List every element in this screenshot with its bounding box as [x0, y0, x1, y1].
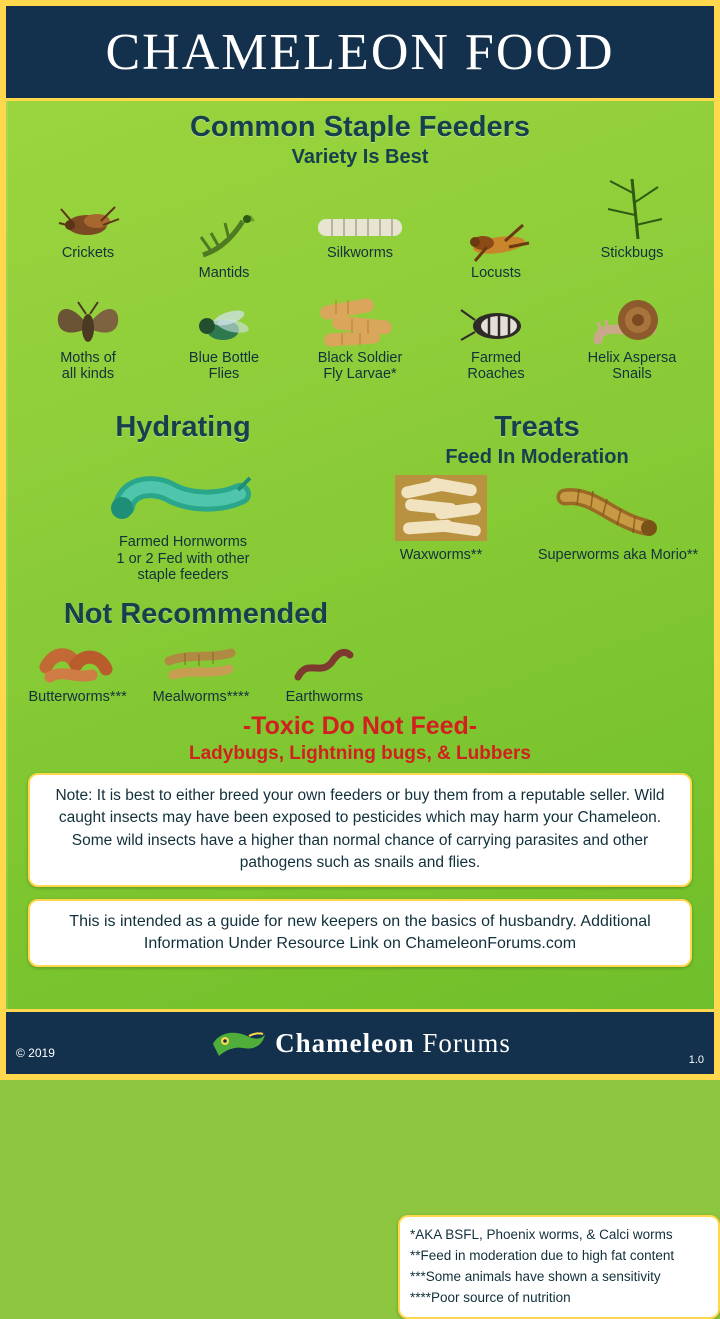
staple-row-2: [6, 296, 714, 383]
earthworm-icon: [282, 639, 366, 689]
snail-icon: [592, 296, 672, 350]
toxic-title: -Toxic Do Not Feed-: [242, 711, 478, 740]
footer-brand-light: Forums: [414, 1027, 511, 1058]
feeder-label: Silkworms: [326, 245, 394, 261]
guide-box: This is intended as a guide for new keepers on the basics of husbandry. Additional Information Under Resource Link on ChameleonForums.com: [28, 899, 692, 968]
feeder-label: Blue Bottle Flies: [188, 349, 260, 383]
feeder-label: Helix Aspersa Snails: [587, 349, 677, 383]
bsfl-icon: [312, 296, 408, 350]
feeder-item-blue-bottle-flies: [157, 304, 292, 383]
poster-footer: [6, 1009, 714, 1074]
treat-item-waxworms: [366, 475, 516, 564]
legend-line: *AKA BSFL, Phoenix worms, & Calci worms: [410, 1227, 673, 1243]
staple-row-1: [6, 175, 714, 282]
chameleon-logo-icon: [209, 1026, 267, 1060]
hydrating-title: Hydrating: [115, 411, 251, 444]
nr-label: Mealworms****: [152, 689, 250, 706]
toxic-subtitle: Ladybugs, Lightning bugs, & Lubbers: [189, 742, 531, 764]
silkworm-icon: [310, 209, 410, 245]
staple-section-title: Common Staple Feeders: [189, 111, 531, 143]
feeder-label: Stickbugs: [600, 245, 664, 261]
copyright-text: © 2019: [16, 1046, 55, 1060]
feeder-item-silkworms: [293, 209, 428, 262]
poster-header: [6, 6, 714, 101]
not-recommended-title: Not Recommended: [63, 598, 329, 631]
feeder-item-bsfl: [293, 296, 428, 383]
moth-icon: [48, 296, 128, 350]
treat-label: Waxworms**: [399, 547, 483, 564]
feeder-item-snails: [565, 296, 700, 383]
cricket-icon: [53, 201, 123, 245]
hydrating-column: [6, 401, 360, 584]
feeder-item-locusts: [429, 221, 564, 282]
feeder-label: Moths of all kinds: [60, 349, 116, 383]
page-title: CHAMELEON FOOD: [105, 23, 615, 81]
waxworm-icon: [395, 475, 487, 541]
superworm-icon: [553, 483, 683, 543]
staple-section-subtitle: Variety Is Best: [291, 146, 429, 168]
stickbug-icon: [592, 175, 672, 245]
nr-label: Butterworms***: [28, 689, 127, 706]
treat-item-superworms: [528, 483, 708, 564]
treats-column: [360, 401, 714, 584]
feeder-item-stickbugs: [565, 175, 700, 262]
legend-line: ****Poor source of nutrition: [410, 1289, 571, 1305]
fly-icon: [189, 304, 259, 350]
feeder-label: Crickets: [61, 245, 115, 261]
mantis-icon: [185, 207, 263, 265]
locust-icon: [453, 221, 539, 265]
roach-icon: [455, 302, 537, 350]
hydrating-item-label: Farmed Hornworms 1 or 2 Fed with other staple feeders: [116, 534, 250, 584]
treat-label: Superworms aka Morio**: [537, 547, 699, 564]
nr-item-earthworms: [263, 639, 386, 706]
legend-box: [398, 1215, 720, 1319]
legend-line: **Feed in moderation due to high fat content: [410, 1247, 675, 1263]
feeder-item-crickets: [21, 201, 156, 262]
not-recommended-row: [6, 639, 386, 706]
nr-label: Earthworms: [285, 689, 363, 706]
treats-title: Treats: [494, 411, 580, 444]
feeder-label: Black Soldier Fly Larvae*: [317, 349, 403, 383]
feeder-label: Locusts: [471, 265, 521, 281]
treats-subtitle: Feed In Moderation: [445, 446, 629, 469]
feeder-label: Farmed Roaches: [467, 349, 525, 383]
footer-brand: [275, 1028, 511, 1059]
nr-item-butterworms: [16, 639, 139, 706]
butterworm-icon: [36, 639, 120, 689]
footer-brand-bold: Chameleon: [275, 1027, 415, 1058]
hornworm-icon: [108, 466, 258, 528]
nr-item-mealworms: [139, 639, 262, 706]
legend-line: ***Some animals have shown a sensitivity: [410, 1268, 661, 1284]
feeder-item-roaches: [429, 302, 564, 383]
feeder-item-moths: [21, 296, 156, 383]
feeder-label: Mantids: [198, 265, 250, 281]
mealworm-icon: [159, 639, 243, 689]
version-text: 1.0: [688, 1054, 704, 1066]
note-box: Note: It is best to either breed your own feeders or buy them from a reputable seller. Wild caught insects may have been exposed to pesticides which may harm your Chameleon. Some wild insects have a higher than normal chance of carrying parasites and other pathogens such as snails and flies.: [28, 773, 692, 887]
hydrating-treats-section: [6, 401, 714, 584]
feeder-item-mantids: [157, 207, 292, 282]
